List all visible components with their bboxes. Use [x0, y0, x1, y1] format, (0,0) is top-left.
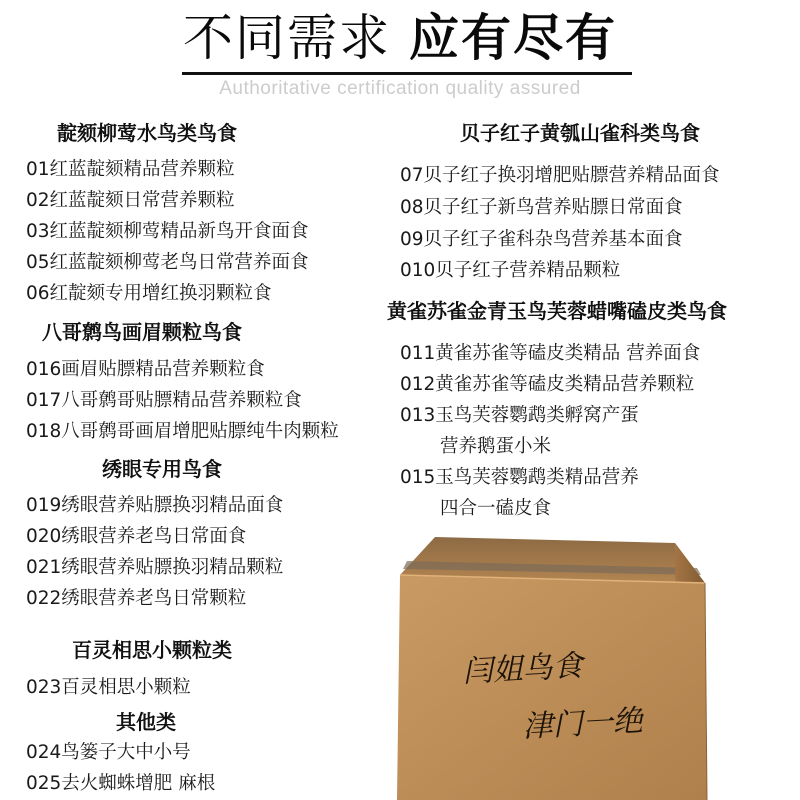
product-item: 020绣眼营养老鸟日常面食 — [26, 526, 247, 547]
product-item: 012黄雀苏雀等磕皮类精品营养颗粒 — [400, 374, 695, 395]
product-item: 013玉鸟芙蓉鹦鹉类孵窝产蛋 — [400, 405, 639, 426]
headline-part2: 应有尽有 — [408, 9, 617, 67]
section-heading-myna-thrush: 八哥鹩鸟画眉颗粒鸟食 — [42, 320, 242, 344]
product-item: 025去火蜘蛛增肥 麻根 — [26, 773, 216, 794]
product-item: 011黄雀苏雀等磕皮类精品 营养面食 — [400, 343, 701, 364]
product-item: 016画眉贴膘精品营养颗粒食 — [26, 359, 265, 380]
section-heading-indigo-warbler: 靛颏柳莺水鸟类鸟食 — [57, 121, 237, 145]
box-slogan-text: 津门一绝 — [521, 703, 644, 745]
headline-part1: 不同需求 — [183, 9, 392, 67]
section-heading-tit-finch: 贝子红子黄瓠山雀科类鸟食 — [460, 121, 700, 145]
section-heading-lark: 百灵相思小颗粒类 — [72, 638, 232, 662]
product-item: 01红蓝靛颏精品营养颗粒 — [26, 159, 235, 180]
product-item: 07贝子红子换羽增肥贴膘营养精品面食 — [400, 165, 720, 186]
product-item: 023百灵相思小颗粒 — [26, 677, 191, 698]
product-item: 018八哥鹩哥画眉增肥贴膘纯牛肉颗粒 — [26, 421, 339, 442]
subtitle: Authoritative certification quality assured — [219, 78, 581, 99]
section-heading-siskin-canary: 黄雀苏雀金青玉鸟芙蓉蜡嘴磕皮类鸟食 — [387, 299, 727, 323]
product-item: 06红靛颏专用增红换羽颗粒食 — [26, 283, 272, 304]
box-brand-text: 闫姐鸟食 — [461, 648, 584, 690]
cardboard-box-photo — [385, 535, 720, 800]
product-item: 08贝子红子新鸟营养贴膘日常面食 — [400, 197, 683, 218]
product-item: 02红蓝靛颏日常营养颗粒 — [26, 190, 235, 211]
product-item: 015玉鸟芙蓉鹦鹉类精品营养 — [400, 467, 639, 488]
section-heading-white-eye: 绣眼专用鸟食 — [102, 457, 222, 481]
box-front-face — [397, 575, 707, 800]
product-item: 03红蓝靛颏柳莺精品新鸟开食面食 — [26, 221, 309, 242]
product-item-continuation: 四合一磕皮食 — [440, 498, 552, 519]
product-item: 09贝子红子雀科杂鸟营养基本面食 — [400, 229, 683, 250]
product-item: 010贝子红子营养精品颗粒 — [400, 260, 621, 281]
headline-divider — [182, 72, 632, 75]
cardboard-box-illustration — [385, 535, 720, 800]
product-item: 019绣眼营养贴膘换羽精品面食 — [26, 495, 284, 516]
product-item: 024鸟篓子大中小号 — [26, 742, 191, 763]
product-item: 017八哥鹩哥贴膘精品营养颗粒食 — [26, 390, 302, 411]
product-item: 021绣眼营养贴膘换羽精品颗粒 — [26, 557, 284, 578]
product-item: 05红蓝靛颏柳莺老鸟日常营养面食 — [26, 252, 309, 273]
product-item-continuation: 营养鹅蛋小米 — [440, 436, 552, 457]
product-item: 022绣眼营养老鸟日常颗粒 — [26, 588, 247, 609]
section-heading-others: 其他类 — [116, 710, 176, 734]
headline — [0, 8, 800, 68]
